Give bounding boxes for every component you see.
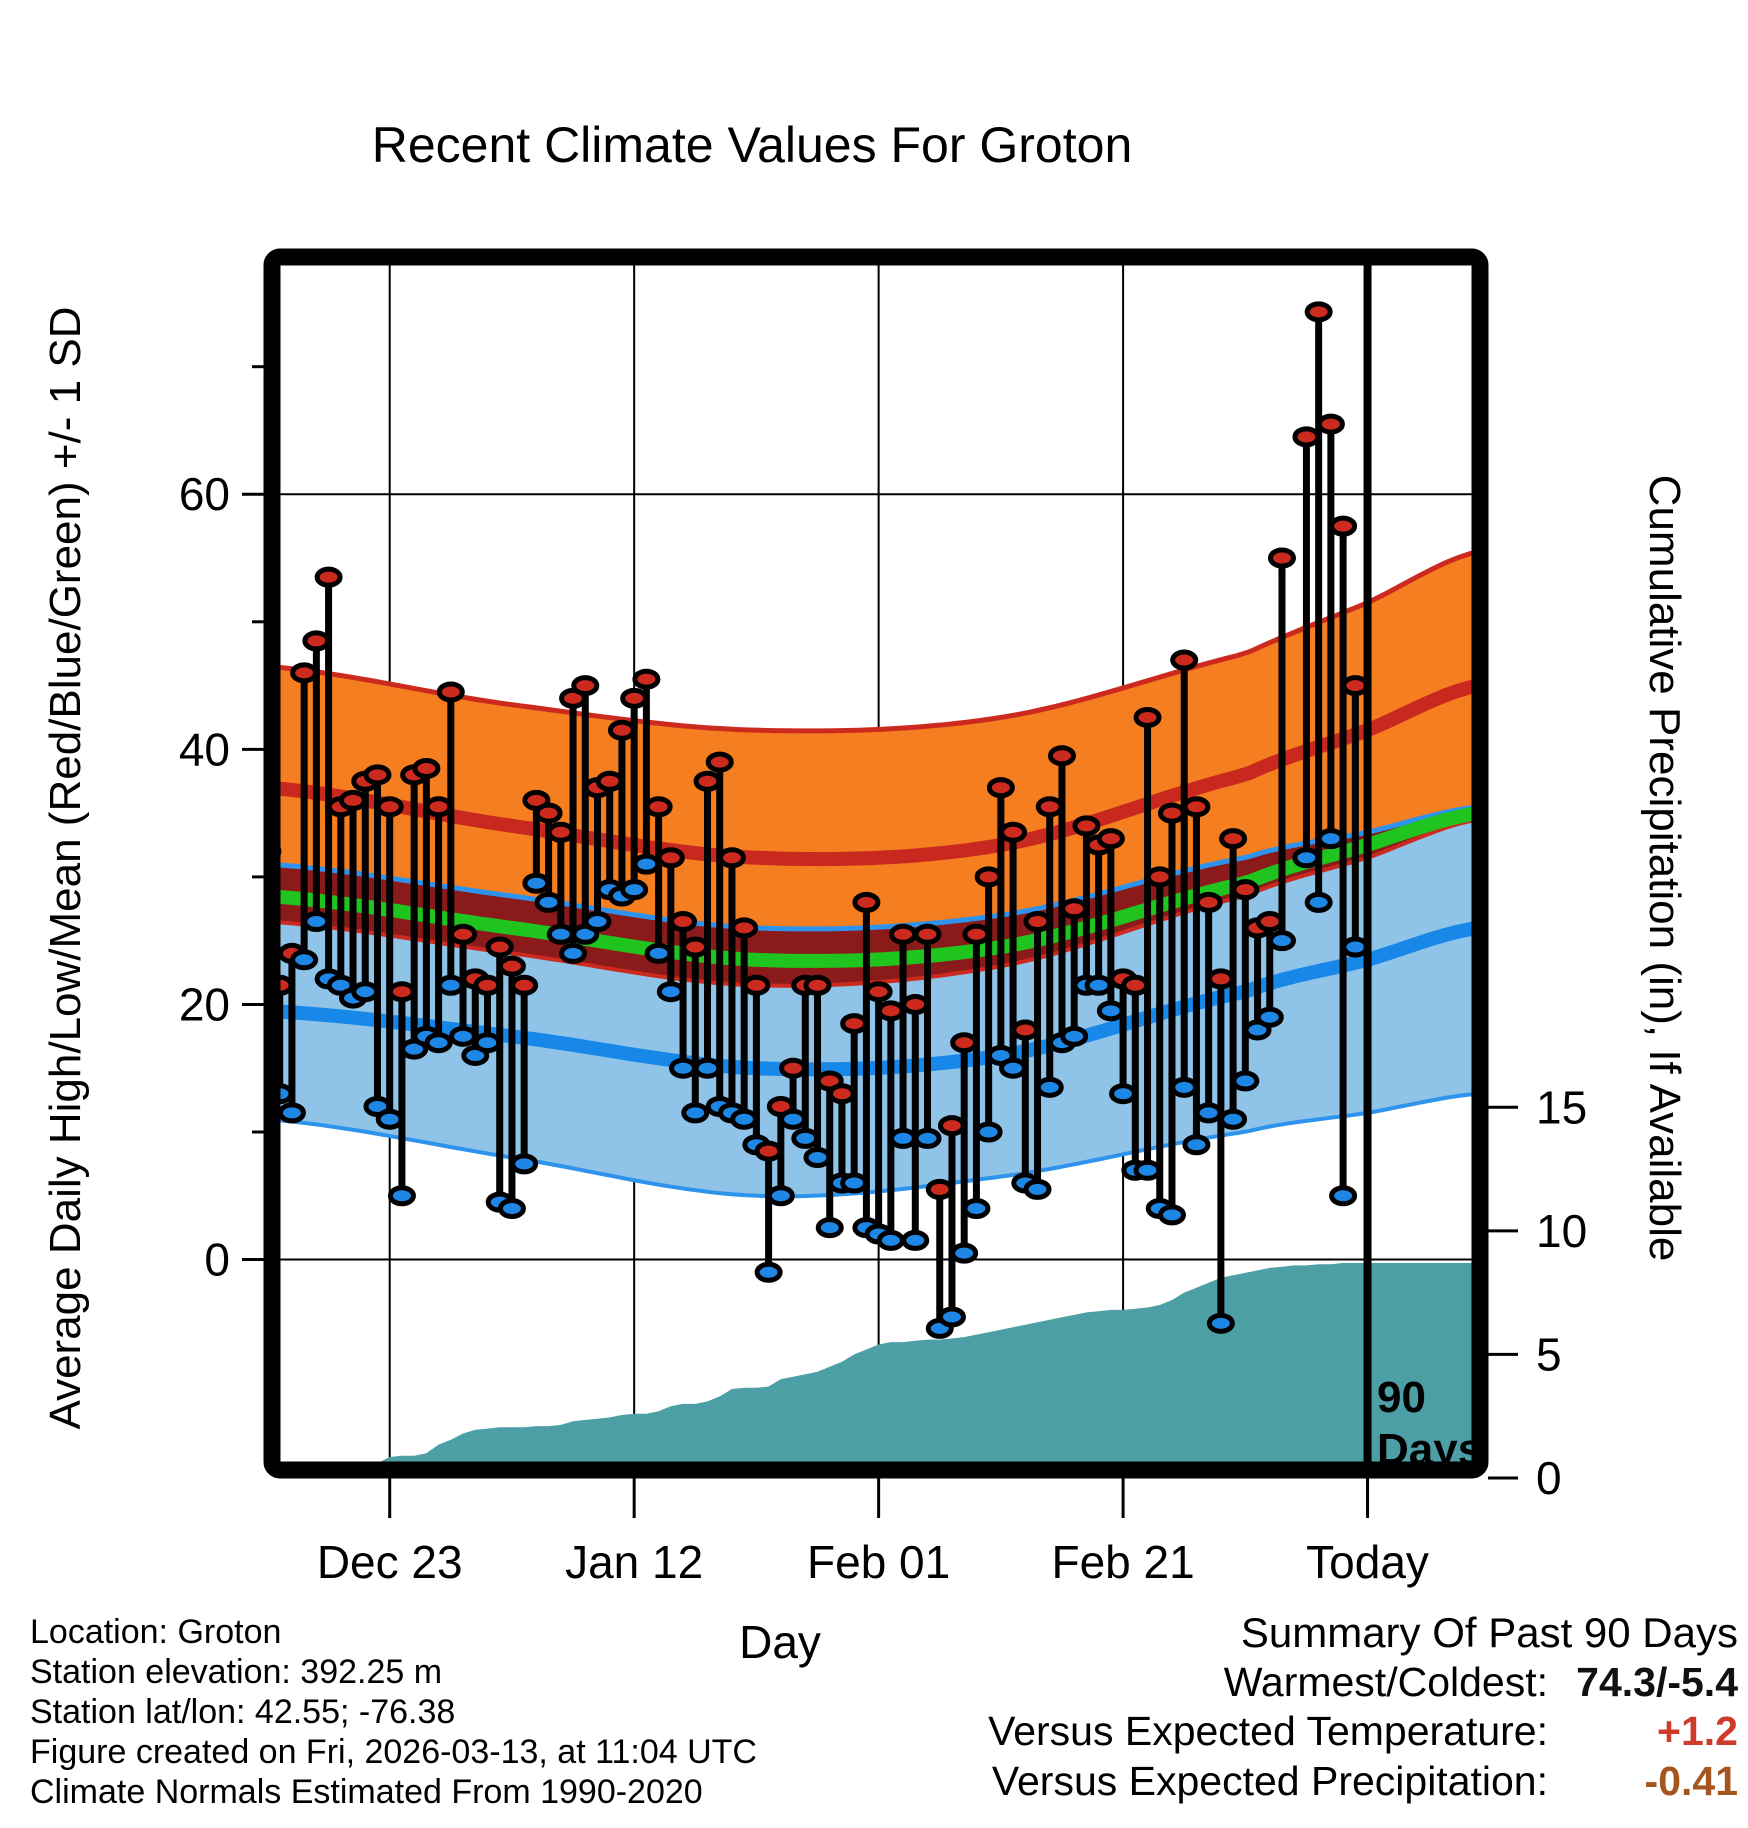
precip-polygon <box>268 1263 1481 1478</box>
x-axis-label: Day <box>739 1616 821 1668</box>
x-axis-tick-label: Today <box>1306 1536 1429 1588</box>
ninety-days-annotation-line2: Days <box>1377 1425 1483 1474</box>
right-axis-tick-label: 0 <box>1536 1452 1562 1504</box>
summary-row-value: 74.3/-5.4 <box>1576 1658 1738 1705</box>
x-axis-tick-label: Jan 12 <box>565 1536 704 1588</box>
station-info-block <box>30 1612 757 1812</box>
right-axis-tick-label: 15 <box>1536 1081 1588 1134</box>
x-axis-tick-label: Dec 23 <box>316 1536 463 1588</box>
summary-row-label: Warmest/Coldest: <box>1223 1658 1548 1705</box>
left-axis-tick-label: 40 <box>178 723 230 776</box>
left-axis-label: Average Daily High/Low/Mean (Red/Blue/Green) +/- 1 SD <box>41 306 90 1430</box>
summary-block <box>988 1608 1738 1806</box>
summary-rows <box>988 1658 1738 1807</box>
cumulative-precip-area <box>268 1263 1481 1478</box>
station-location: Location: Groton <box>30 1613 282 1651</box>
left-axis-tick-label: 60 <box>178 468 230 521</box>
station-elevation: Station elevation: 392.25 m <box>30 1653 443 1691</box>
summary-row <box>988 1707 1738 1757</box>
x-axis-tick-label: Feb 21 <box>1051 1536 1195 1588</box>
summary-row-value: -0.41 <box>1644 1757 1738 1804</box>
left-axis-tick-label: 20 <box>178 978 230 1031</box>
right-axis-tick-label: 5 <box>1536 1328 1562 1381</box>
summary-row-label: Versus Expected Temperature: <box>988 1708 1548 1754</box>
summary-heading: Summary Of Past 90 Days <box>1240 1609 1738 1656</box>
summary-row <box>988 1757 1738 1807</box>
chart-title: Recent Climate Values For Groton <box>371 117 1133 173</box>
summary-row-value: +1.2 <box>1657 1708 1738 1754</box>
x-axis-tick-label: Feb 01 <box>807 1536 951 1588</box>
left-axis-tick-label: 0 <box>204 1233 230 1286</box>
climate-normals-note: Climate Normals Estimated From 1990-2020 <box>30 1773 703 1811</box>
right-axis-tick-label: 10 <box>1536 1204 1588 1257</box>
summary-row-label: Versus Expected Precipitation: <box>991 1757 1548 1804</box>
station-latlon: Station lat/lon: 42.55; -76.38 <box>30 1693 456 1731</box>
figure-created: Figure created on Fri, 2026-03-13, at 11:04 UTC <box>30 1733 757 1771</box>
summary-row <box>988 1658 1738 1708</box>
right-axis-label: Cumulative Precipitation (in), If Available <box>1640 474 1689 1262</box>
ninety-days-annotation-line1: 90 <box>1377 1373 1426 1422</box>
